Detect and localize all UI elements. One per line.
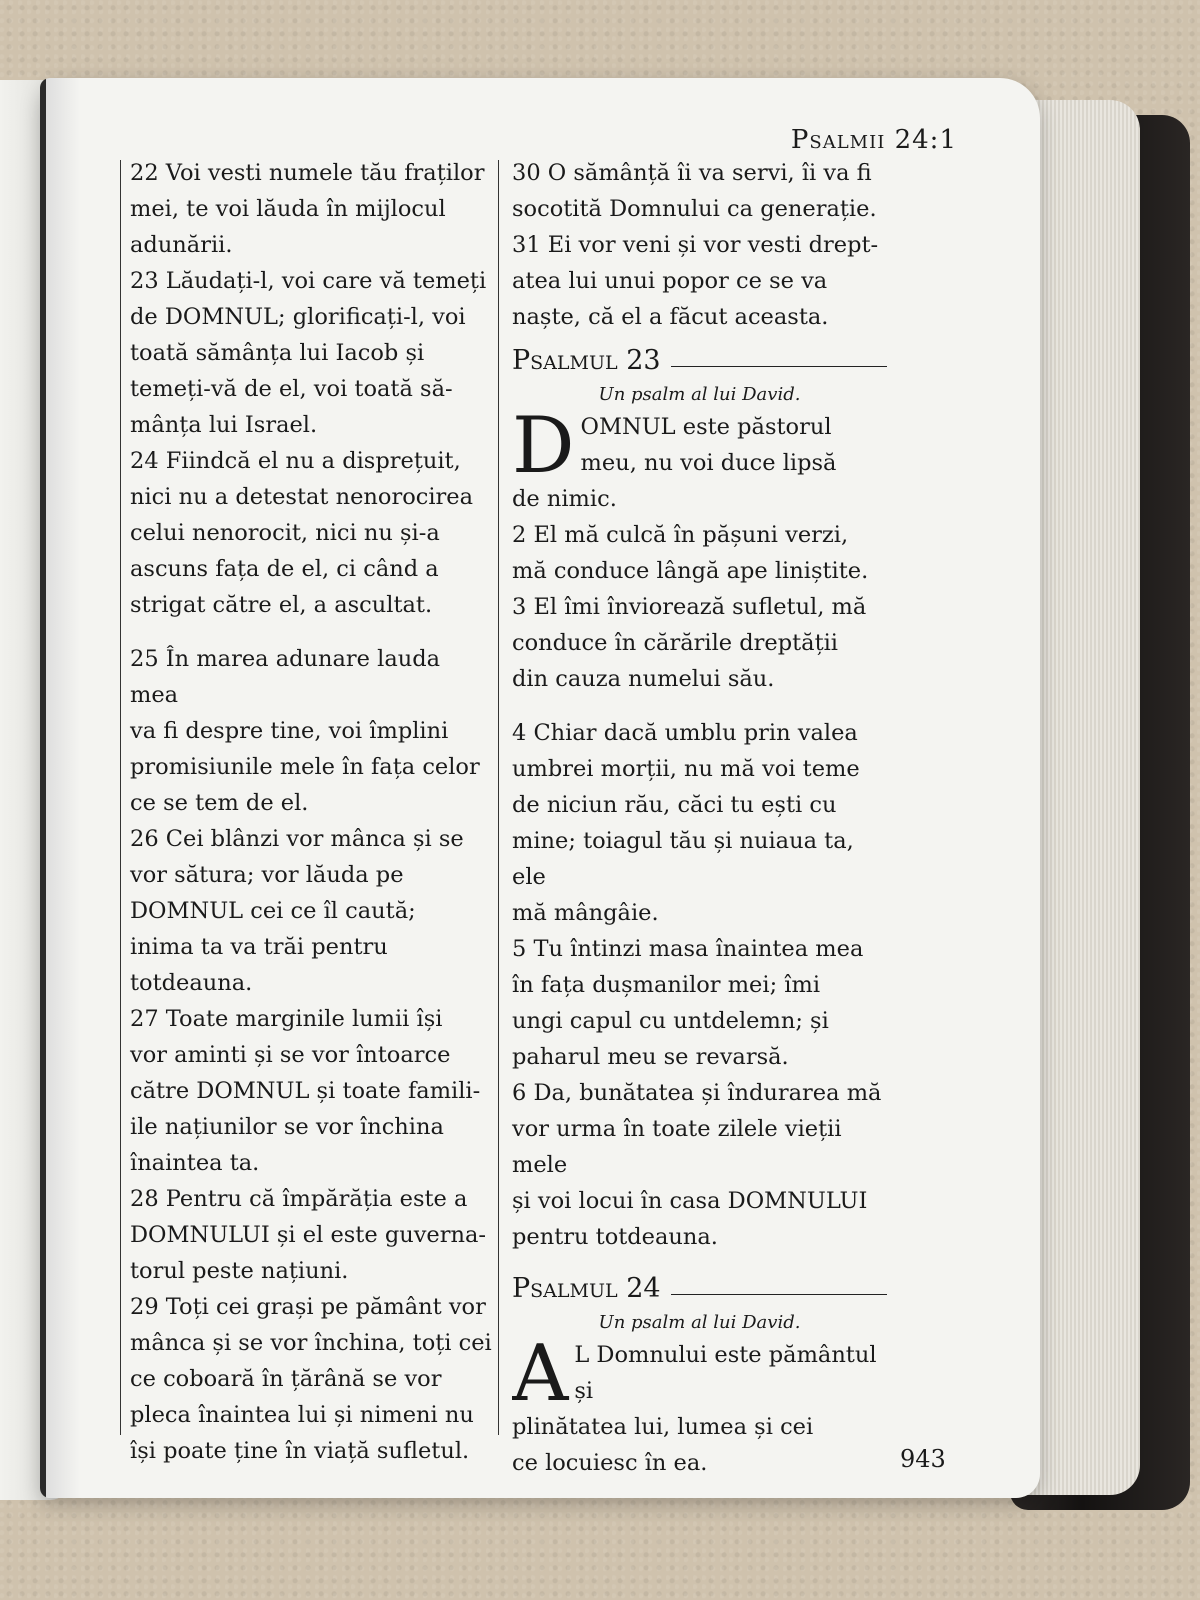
verse-line: 24 Fiindcă el nu a disprețuit, [130, 448, 461, 474]
verse-line: vor aminti și se vor întoarce [130, 1042, 451, 1068]
verse-line: promisiunile mele în fața celor [130, 754, 480, 780]
psalm23-opening [512, 409, 887, 517]
psalm23-title: Psalmul 23 [512, 345, 661, 376]
verse [512, 517, 887, 589]
verse [512, 1075, 887, 1255]
verse-line: 23 Lăudați-l, voi care vă temeți [130, 268, 487, 294]
verse [512, 227, 887, 335]
paragraph-gap [130, 623, 492, 641]
verse-line: 22 Voi vesti numele tău fraților [130, 160, 485, 186]
verse-line: torul peste națiuni. [130, 1258, 349, 1284]
verse-line: temeți-vă de el, voi toată să- [130, 376, 453, 402]
verse-line: atea lui unui popor ce se va [512, 268, 828, 294]
verse-line: 30 O sămânță îi va servi, îi va fi [512, 160, 872, 186]
left-column-rule [120, 160, 121, 1435]
verse-line: paharul meu se revarsă. [512, 1044, 789, 1070]
verse-line: către DOMNUL și toate famili- [130, 1078, 481, 1104]
verse-line: vor urma în toate zilele vieții mele [512, 1116, 842, 1178]
psalm23-dropcap: D [512, 409, 575, 491]
heading-rule [671, 1294, 887, 1295]
verse-line: ce se tem de el. [130, 790, 309, 816]
verse-line: 2 El mă culcă în pășuni verzi, [512, 522, 849, 548]
center-column-rule [498, 160, 499, 1435]
verse-line: ascuns fața de el, ci când a [130, 556, 439, 582]
book-gutter [40, 78, 80, 1498]
verse-line: 29 Toți cei grași pe pământ vor [130, 1294, 486, 1320]
left-column [130, 155, 492, 1469]
page-number: 943 [900, 1445, 946, 1473]
verse-line: toată sămânța lui Iacob și [130, 340, 425, 366]
verse-line: 31 Ei vor veni și vor vesti drept- [512, 232, 879, 258]
psalm23-verses [512, 517, 887, 1255]
verse-line: naște, că el a făcut aceasta. [512, 304, 829, 330]
opening-line: ce locuiesc în ea. [512, 1450, 708, 1476]
verse-line: din cauza numelui său. [512, 666, 775, 692]
verse-line: de DOMNUL; glorificați-l, voi [130, 304, 466, 330]
verse-line: mă mângâie. [512, 900, 659, 926]
verse-line: socotită Domnului ca generație. [512, 196, 877, 222]
verse-line: 28 Pentru că împărăția este a [130, 1186, 468, 1212]
verse-line: 25 În marea adunare lauda mea [130, 646, 441, 708]
verse-line: 4 Chiar dacă umblu prin valea [512, 720, 858, 746]
verse-line: în fața dușmanilor mei; îmi [512, 972, 821, 998]
verse-line: pentru totdeauna. [512, 1224, 718, 1250]
verse-line: umbrei morții, nu mă voi teme [512, 756, 860, 782]
verse-line: și voi locui în casa DOMNULUI [512, 1188, 868, 1214]
verse-line: 3 El îmi înviorează sufletul, mă [512, 594, 867, 620]
verse-line: ce coboară în țărână se vor [130, 1366, 442, 1392]
verse-line: mă conduce lângă ape liniștite. [512, 558, 869, 584]
verse-line: conduce în cărările dreptății [512, 630, 839, 656]
opening-line: L Domnului este pământul și [574, 1342, 877, 1404]
opening-line: OMNUL este păstorul [580, 414, 832, 440]
verse-line: își poate ține în viață sufletul. [130, 1438, 470, 1464]
verse [512, 931, 887, 1075]
verse-line: 6 Da, bunătatea și îndurarea mă [512, 1080, 882, 1106]
verse-line: 5 Tu întinzi masa înaintea mea [512, 936, 864, 962]
verse-line: vor sătura; vor lăuda pe [130, 862, 404, 888]
verse-line: înaintea ta. [130, 1150, 260, 1176]
verse [130, 641, 492, 821]
heading-rule [671, 366, 887, 367]
verse-line: DOMNULUI și el este guverna- [130, 1222, 487, 1248]
psalm24-heading [512, 1269, 887, 1309]
verse-line: va fi despre tine, voi împlini [130, 718, 449, 744]
opening-line: meu, nu voi duce lipsă [580, 450, 837, 476]
verse [130, 821, 492, 1001]
verse-line: ile națiunilor se vor închina [130, 1114, 444, 1140]
verse [512, 589, 887, 697]
running-head: Psalmii 24:1 [790, 125, 957, 155]
psalm24-subtitle: Un psalm al lui David. [598, 1312, 801, 1333]
verse [130, 155, 492, 263]
verse-line: nici nu a detestat nenorocirea [130, 484, 474, 510]
verse-line: adunării. [130, 232, 233, 258]
opening-line: de nimic. [512, 486, 617, 512]
verse [512, 715, 887, 931]
verse [130, 1289, 492, 1469]
verse-line: totdeauna. [130, 970, 253, 996]
psalm23-heading [512, 341, 887, 381]
verse-line: mânca și se vor închina, toți cei [130, 1330, 492, 1356]
psalm24-title: Psalmul 24 [512, 1273, 661, 1304]
verse [130, 263, 492, 443]
verse-line: celui nenorocit, nici nu și-a [130, 520, 440, 546]
verse [130, 443, 492, 623]
paragraph-gap [512, 697, 887, 715]
verse-line: inima ta va trăi pentru [130, 934, 388, 960]
verse-line: mânța lui Israel. [130, 412, 318, 438]
verse-line: mei, te voi lăuda în mijlocul [130, 196, 446, 222]
right-column [512, 155, 887, 1481]
verse-line: DOMNUL cei ce îl caută; [130, 898, 416, 924]
verse-line: pleca înaintea lui și nimeni nu [130, 1402, 474, 1428]
psalm23-subtitle: Un psalm al lui David. [598, 384, 801, 405]
verse-line: strigat către el, a ascultat. [130, 592, 433, 618]
psalm24-dropcap: A [512, 1337, 569, 1419]
verse-line: mine; toiagul tău și nuiaua ta, ele [512, 828, 854, 890]
psalm24-opening [512, 1337, 887, 1481]
verse-line: 27 Toate marginile lumii își [130, 1006, 443, 1032]
verse [130, 1001, 492, 1181]
verse [512, 155, 887, 227]
verse-line: ungi capul cu untdelemn; și [512, 1008, 829, 1034]
verse-line: de niciun rău, căci tu ești cu [512, 792, 837, 818]
verse-line: 26 Cei blânzi vor mânca și se [130, 826, 464, 852]
opening-line: plinătatea lui, lumea și cei [512, 1414, 814, 1440]
verse [130, 1181, 492, 1289]
psalm22-continuation [512, 155, 887, 335]
